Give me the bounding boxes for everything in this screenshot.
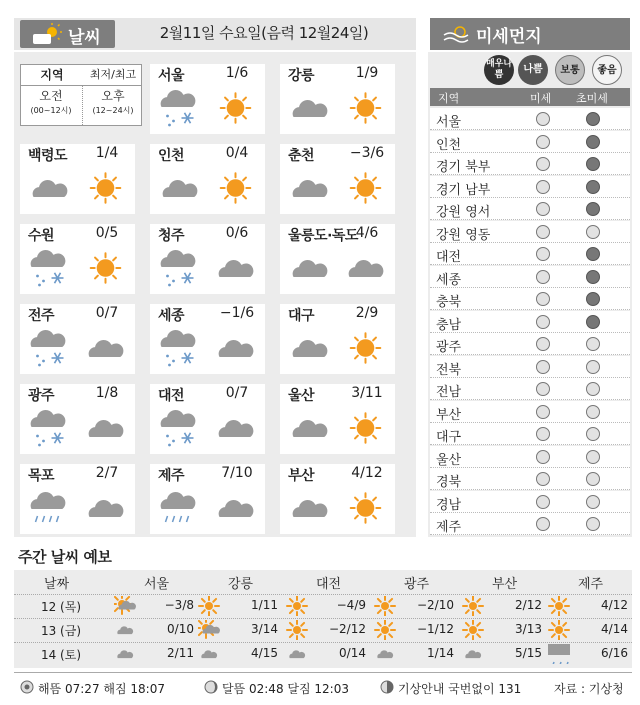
cloud-icon: [114, 644, 136, 664]
dust-row: [430, 401, 630, 423]
sun-icon: [78, 166, 133, 210]
legend-divider: [21, 85, 141, 86]
weekly-day: 13 (금): [40, 624, 82, 638]
city-name: 백령도: [28, 148, 68, 164]
city-name: 제주: [158, 468, 185, 484]
pm25-dot: [586, 360, 600, 374]
pm10-dot: [536, 427, 550, 441]
legend-pm-sub: (12~24시): [92, 106, 134, 115]
cloud-icon: [208, 246, 263, 290]
city-card: [280, 64, 395, 134]
legend-am: 오전: [39, 89, 63, 103]
cloud-icon: [282, 326, 337, 370]
dust-row: [430, 288, 630, 310]
city-card: [280, 464, 395, 534]
cloud-snow-icon: [152, 406, 207, 450]
city-card: [150, 304, 265, 374]
sun-icon: [548, 596, 570, 616]
city-card: [150, 224, 265, 294]
cloud-rain-icon: [548, 644, 570, 664]
sun-cloud-icon: [114, 596, 136, 616]
cloud-icon: [78, 326, 133, 370]
sun-icon: [462, 596, 484, 616]
dust-table-header: [430, 88, 630, 106]
pm10-dot: [536, 247, 550, 261]
pm25-dot: [586, 247, 600, 261]
weekly-temp: 3/14: [251, 622, 278, 636]
city-temp: −3/6: [349, 145, 385, 161]
city-name: 서울: [158, 68, 185, 84]
city-name: 부산: [288, 468, 315, 484]
legend-box: [20, 64, 142, 126]
pm10-dot: [536, 495, 550, 509]
dust-region: 인천: [436, 137, 462, 153]
dust-region: 부산: [436, 407, 462, 423]
dust-region: 충북: [436, 295, 462, 310]
city-card: [20, 464, 135, 534]
dust-region: 울산: [436, 452, 462, 468]
weekly-row: [14, 594, 632, 616]
pm25-dot: [586, 225, 600, 239]
pm10-dot: [536, 157, 550, 171]
city-temp: 1/9: [355, 65, 379, 81]
city-temp: 0/4: [225, 145, 249, 161]
legend-minmax: 최저/최고: [89, 68, 137, 81]
pm25-dot: [586, 315, 600, 329]
cloud-icon: [22, 166, 77, 210]
pm10-dot: [536, 202, 550, 216]
dust-row: [430, 491, 630, 513]
city-card: [20, 144, 135, 214]
sun-times: 해뜸 07:27 해짐 18:07: [38, 682, 165, 696]
city-name: 전주: [28, 308, 55, 324]
weekly-temp: 2/12: [515, 598, 542, 612]
cloud-icon: [282, 486, 337, 530]
weekly-temp: 5/15: [515, 646, 542, 660]
weather-tab-label: 날씨: [68, 28, 101, 48]
cloud-icon: [282, 406, 337, 450]
cloud-icon: [78, 406, 133, 450]
city-temp: 1/8: [95, 385, 119, 401]
dust-row: [430, 153, 630, 175]
dust-region: 대전: [436, 250, 462, 265]
cloud-icon: [198, 644, 220, 664]
weekly-city-1: 강릉: [228, 577, 254, 592]
city-name: 춘천: [288, 148, 315, 164]
dust-row: [430, 243, 630, 265]
city-card: [280, 224, 395, 294]
city-temp: 0/7: [225, 385, 249, 401]
city-temp: 2/7: [95, 465, 119, 481]
city-temp: 2/9: [355, 305, 379, 321]
cloud-snow-icon: [152, 326, 207, 370]
weekly-temp: −2/10: [416, 598, 454, 612]
dust-region: 대구: [436, 430, 462, 445]
cloud-icon: [114, 620, 136, 640]
pm25-dot: [586, 405, 600, 419]
dust-region: 세종: [436, 272, 462, 288]
pm25-dot: [586, 112, 600, 126]
weekly-day: 12 (목): [40, 600, 82, 614]
cloud-snow-icon: [22, 246, 77, 290]
city-name: 세종: [158, 308, 185, 324]
dust-region: 충남: [436, 317, 462, 333]
city-name: 인천: [158, 148, 185, 164]
cloud-icon: [286, 644, 308, 664]
weekly-temp: 3/13: [515, 622, 542, 636]
dust-region: 경기 남부: [436, 182, 491, 198]
city-name: 광주: [28, 388, 55, 404]
weekly-header: [14, 572, 632, 592]
dust-row: [430, 131, 630, 153]
source: 자료 : 기상청: [554, 682, 624, 696]
sun-icon: [338, 406, 393, 450]
legend-pm: 오후: [101, 89, 125, 103]
pm10-dot: [536, 360, 550, 374]
legend-region: 지역: [40, 68, 64, 82]
pm25-dot: [586, 337, 600, 351]
dust-row: [430, 333, 630, 355]
cloud-icon: [78, 486, 133, 530]
weekly-temp: −4/9: [336, 598, 366, 612]
level-bad: 나쁨: [518, 55, 548, 85]
dust-region: 전북: [436, 362, 462, 378]
city-card: [20, 224, 135, 294]
sun-icon: [548, 620, 570, 640]
pm10-dot: [536, 135, 550, 149]
dust-col-pm10: 미세: [530, 92, 552, 105]
weekly-temp: 0/10: [167, 622, 194, 636]
pm10-dot: [536, 337, 550, 351]
dust-row: [430, 108, 630, 130]
level-good: 좋음: [592, 55, 622, 85]
pm25-dot: [586, 495, 600, 509]
city-name: 수원: [28, 228, 55, 244]
city-card: [280, 384, 395, 454]
dust-row: [430, 513, 630, 535]
cloud-snow-icon: [152, 246, 207, 290]
pm10-dot: [536, 405, 550, 419]
weekly-title: 주간 날씨 예보: [18, 548, 112, 566]
sun-icon: [198, 596, 220, 616]
weekly-city-3: 광주: [404, 577, 430, 592]
weekly-city-5: 제주: [578, 577, 604, 592]
pm25-dot: [586, 135, 600, 149]
weekly-temp: 2/11: [167, 646, 194, 660]
dust-region: 경북: [436, 475, 462, 490]
pm25-dot: [586, 472, 600, 486]
dust-col-pm25: 초미세: [576, 92, 608, 105]
cloud-icon: [462, 644, 484, 664]
weekly-row: [14, 642, 632, 664]
dust-row: [430, 221, 630, 243]
cloud-icon: [282, 246, 337, 290]
pm25-dot: [586, 157, 600, 171]
city-temp: 1/4: [95, 145, 119, 161]
pm10-dot: [536, 180, 550, 194]
dust-region: 전남: [436, 385, 462, 400]
city-name: 청주: [158, 228, 185, 244]
pm25-dot: [586, 270, 600, 284]
weekly-temp: −1/12: [416, 622, 454, 636]
dust-row: [430, 176, 630, 198]
weekly-temp: 1/14: [427, 646, 454, 660]
pm10-dot: [536, 292, 550, 306]
pm10-dot: [536, 450, 550, 464]
dust-col-region: 지역: [438, 92, 460, 105]
pm10-dot: [536, 517, 550, 531]
city-card: [150, 64, 265, 134]
pm25-dot: [586, 427, 600, 441]
cloud-snow-icon: [152, 86, 207, 130]
dust-row: [430, 198, 630, 220]
city-card: [20, 304, 135, 374]
dust-region: 서울: [436, 115, 462, 130]
weekly-city-0: 서울: [144, 577, 170, 592]
city-name: 목포: [28, 468, 55, 484]
cloud-icon: [282, 86, 337, 130]
dust-region: 강원 영서: [436, 205, 491, 220]
city-temp: 3/11: [351, 385, 383, 401]
weekly-row: [14, 618, 632, 640]
cloud-icon: [374, 644, 396, 664]
dust-row: [430, 311, 630, 333]
level-very-bad: 매우나쁨: [484, 55, 514, 85]
dust-row: [430, 356, 630, 378]
city-name: 대전: [158, 388, 185, 404]
footer: [14, 672, 632, 700]
pm25-dot: [586, 180, 600, 194]
wind-sun-icon: [442, 23, 472, 45]
dust-row: [430, 266, 630, 288]
pm10-dot: [536, 225, 550, 239]
cloud-rain-icon: [152, 486, 207, 530]
sunrise-icon: [20, 680, 34, 694]
city-temp: −1/6: [219, 305, 255, 321]
cloud-icon: [152, 166, 207, 210]
sun-icon: [338, 166, 393, 210]
pm25-dot: [586, 292, 600, 306]
dust-row: [430, 468, 630, 490]
weekly-date-label: 날짜: [44, 577, 70, 592]
pm25-dot: [586, 202, 600, 216]
sun-icon: [338, 486, 393, 530]
weekly-temp: 1/11: [251, 598, 278, 612]
city-temp: 0/5: [95, 225, 119, 241]
cloud-icon: [208, 406, 263, 450]
cloud-icon: [208, 486, 263, 530]
city-card: [20, 384, 135, 454]
cloud-snow-icon: [22, 326, 77, 370]
sun-icon: [374, 596, 396, 616]
city-card: [280, 304, 395, 374]
weekly-city-2: 대전: [316, 577, 342, 592]
pm10-dot: [536, 112, 550, 126]
moon-icon: [204, 680, 218, 694]
sun-icon: [462, 620, 484, 640]
weekly-temp: 4/15: [251, 646, 278, 660]
cloud-icon: [208, 326, 263, 370]
city-temp: 7/10: [221, 465, 253, 481]
cloud-rain-icon: [22, 486, 77, 530]
city-card: [280, 144, 395, 214]
weekly-temp: 4/12: [601, 598, 628, 612]
weekly-temp: −3/8: [164, 598, 194, 612]
sun-icon: [286, 596, 308, 616]
moon-times: 달뜸 02:48 달짐 12:03: [222, 682, 349, 696]
date-title: 2월11일 수요일(음력 12월24일): [159, 24, 369, 42]
pm10-dot: [536, 382, 550, 396]
sun-icon: [78, 246, 133, 290]
dust-region: 제주: [436, 520, 462, 535]
sun-icon: [374, 620, 396, 640]
weather-tab: [20, 20, 115, 48]
pm25-dot: [586, 517, 600, 531]
sun-icon: [286, 620, 308, 640]
pm10-dot: [536, 270, 550, 284]
phone-icon: [380, 680, 394, 694]
weekly-city-4: 부산: [492, 577, 518, 592]
weekly-temp: 6/16: [601, 646, 628, 660]
dust-region: 광주: [436, 340, 462, 355]
sun-icon: [338, 326, 393, 370]
dust-row: [430, 423, 630, 445]
weekly-temp: −2/12: [328, 622, 366, 636]
cloud-icon: [282, 166, 337, 210]
weekly-temp: 0/14: [339, 646, 366, 660]
city-card: [150, 144, 265, 214]
sun-icon: [208, 86, 263, 130]
forecast-phone: 기상안내 국번없이 131: [398, 682, 522, 696]
level-normal: 보통: [555, 55, 585, 85]
dust-region: 경남: [436, 497, 462, 513]
sun-icon: [338, 86, 393, 130]
city-temp: 1/6: [225, 65, 249, 81]
sun-icon: [208, 166, 263, 210]
city-name: 울릉도·독도: [288, 228, 358, 244]
cloud-snow-icon: [22, 406, 77, 450]
pm25-dot: [586, 450, 600, 464]
pm10-dot: [536, 472, 550, 486]
dust-row: [430, 446, 630, 468]
city-temp: 4/6: [355, 225, 379, 241]
pm10-dot: [536, 315, 550, 329]
cloud-icon: [338, 246, 393, 290]
dust-header-label: 미세먼지: [476, 27, 542, 47]
sun-cloud-icon: [198, 620, 220, 640]
dust-header: [430, 18, 630, 50]
city-name: 울산: [288, 388, 315, 404]
dust-region: 강원 영동: [436, 227, 491, 243]
city-card: [150, 384, 265, 454]
legend-am-sub: (00~12시): [30, 106, 72, 115]
city-name: 강릉: [288, 68, 315, 84]
dust-region: 경기 북부: [436, 160, 491, 175]
city-temp: 4/12: [351, 465, 383, 481]
city-name: 대구: [288, 308, 315, 324]
city-card: [150, 464, 265, 534]
pm25-dot: [586, 382, 600, 396]
city-temp: 0/6: [225, 225, 249, 241]
weekly-temp: 4/14: [601, 622, 628, 636]
weekly-day: 14 (토): [40, 648, 82, 662]
dust-row: [430, 378, 630, 400]
city-temp: 0/7: [95, 305, 119, 321]
sun-cloud-icon: [30, 22, 64, 46]
